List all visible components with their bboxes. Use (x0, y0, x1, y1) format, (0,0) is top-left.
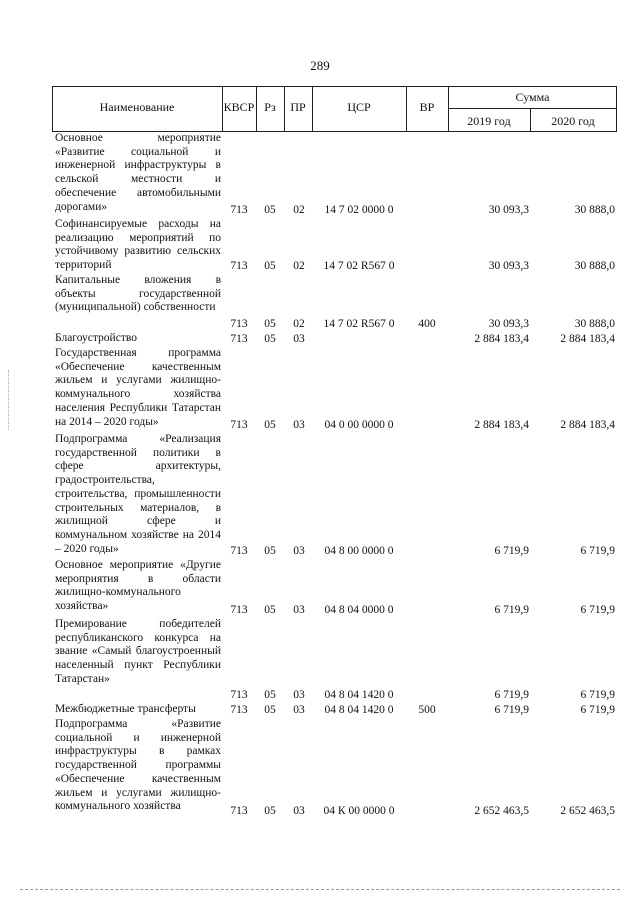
row-sum-2019: 30 093,3 (488, 204, 529, 217)
row-sum-2020: 2 884 183,4 (560, 333, 615, 346)
row-pr: 03 (293, 604, 305, 617)
row-name: Межбюджетные трансферты (55, 703, 196, 715)
table-row (52, 347, 617, 433)
row-rz: 05 (264, 333, 276, 346)
row-sum-2020: 2 884 183,4 (560, 419, 615, 432)
row-name: Капитальные вложения в объекты государственной (муниципальной) собственности (55, 274, 221, 314)
table-header (52, 86, 617, 132)
row-sum-2019: 30 093,3 (488, 318, 529, 331)
header-top-border (52, 86, 617, 87)
row-csr: 04 8 04 0000 0 (324, 604, 394, 617)
header-sum: Сумма (515, 90, 550, 104)
row-pr: 03 (293, 689, 305, 702)
row-vr: 400 (418, 318, 436, 331)
table-row (52, 332, 617, 347)
row-csr: 14 7 02 0000 0 (324, 204, 394, 217)
table-row (52, 274, 617, 332)
row-sum-2020: 30 888,0 (574, 204, 615, 217)
row-sum-2019: 6 719,9 (494, 545, 529, 558)
row-name: Премирование победителей республиканского конкурса на звание «Самый благоустроенный населенный пункт Республики Татарстан» (55, 618, 221, 685)
row-rz: 05 (264, 260, 276, 273)
header-kvsr: КВСР (223, 100, 255, 114)
row-csr: 04 К 00 0000 0 (323, 805, 395, 818)
row-sum-2020: 30 888,0 (574, 318, 615, 331)
row-csr: 04 8 00 0000 0 (324, 545, 394, 558)
row-sum-2020: 6 719,9 (580, 704, 615, 717)
row-sum-2019: 6 719,9 (494, 689, 529, 702)
header-vr: ВР (419, 100, 435, 114)
row-pr: 03 (293, 545, 305, 558)
table-row (52, 618, 617, 703)
row-kvsr: 713 (230, 805, 248, 818)
row-name: Софинансируемые расходы на реализацию мероприятий по устойчивому развитию сельских территорий (55, 218, 221, 272)
row-sum-2020: 30 888,0 (574, 260, 615, 273)
row-csr: 14 7 02 R567 0 (323, 318, 395, 331)
row-name: Основное мероприятие «Другие мероприятия в области жилищно-коммунального хозяйства» (55, 559, 221, 613)
row-pr: 03 (293, 704, 305, 717)
table-row (52, 132, 617, 218)
table-row (52, 433, 617, 559)
row-kvsr: 713 (230, 333, 248, 346)
row-csr: 04 8 04 1420 0 (324, 689, 394, 702)
scan-margin-mark (8, 370, 9, 430)
row-sum-2020: 6 719,9 (580, 689, 615, 702)
row-sum-2020: 2 652 463,5 (560, 805, 615, 818)
row-rz: 05 (264, 204, 276, 217)
header-rz: Рз (264, 100, 276, 114)
row-name: Подпрограмма «Развитие социальной и инженерной инфраструктуры в рамках государственной программы «Обеспечение качественным жильем и услугами жилищно-коммунального хозяйства (55, 718, 221, 813)
row-rz: 05 (264, 704, 276, 717)
row-kvsr: 713 (230, 260, 248, 273)
table-row (52, 218, 617, 274)
header-2020: 2020 год (551, 114, 595, 128)
row-kvsr: 713 (230, 419, 248, 432)
row-kvsr: 713 (230, 318, 248, 331)
header-pr: ПР (290, 100, 306, 114)
sum-split-line (448, 108, 617, 109)
row-sum-2019: 2 884 183,4 (474, 333, 529, 346)
row-rz: 05 (264, 604, 276, 617)
row-rz: 05 (264, 689, 276, 702)
row-sum-2020: 6 719,9 (580, 545, 615, 558)
row-rz: 05 (264, 419, 276, 432)
row-pr: 03 (293, 419, 305, 432)
row-rz: 05 (264, 805, 276, 818)
table-row (52, 703, 617, 718)
scan-footer-rule (20, 889, 620, 890)
row-kvsr: 713 (230, 604, 248, 617)
header-name: Наименование (99, 100, 175, 114)
row-csr: 04 0 00 0000 0 (324, 419, 394, 432)
row-sum-2019: 2 884 183,4 (474, 419, 529, 432)
row-pr: 02 (293, 260, 305, 273)
header-2019: 2019 год (467, 114, 511, 128)
row-kvsr: 713 (230, 204, 248, 217)
row-kvsr: 713 (230, 545, 248, 558)
table-row (52, 718, 617, 819)
row-vr: 500 (418, 704, 436, 717)
row-pr: 02 (293, 318, 305, 331)
row-sum-2019: 2 652 463,5 (474, 805, 529, 818)
page-number: 289 (310, 58, 330, 73)
row-name: Основное мероприятие «Развитие социальной и инженерной инфраструктуры в сельской местности и обеспечение автомобильными дорогами» (55, 132, 221, 213)
row-name: Подпрограмма «Реализация государственной политики в сфере архитектуры, градостроительства, строительства, промышленности строительных материалов, в жилищной сфере и коммунальном хозяйстве на 2014 – 2020 годы» (55, 433, 221, 555)
row-csr: 14 7 02 R567 0 (323, 260, 395, 273)
row-name: Благоустройство (55, 332, 137, 344)
row-name: Государственная программа «Обеспечение качественным жильем и услугами жилищно-коммунального хозяйства населения Республики Татарстан на 2014 – 2020 годы» (55, 347, 221, 428)
row-sum-2019: 30 093,3 (488, 260, 529, 273)
row-csr: 04 8 04 1420 0 (324, 704, 394, 717)
table-row (52, 559, 617, 618)
row-pr: 02 (293, 204, 305, 217)
header-csr: ЦСР (347, 100, 371, 114)
row-kvsr: 713 (230, 689, 248, 702)
row-kvsr: 713 (230, 704, 248, 717)
row-pr: 03 (293, 333, 305, 346)
row-sum-2019: 6 719,9 (494, 704, 529, 717)
row-sum-2020: 6 719,9 (580, 604, 615, 617)
row-pr: 03 (293, 805, 305, 818)
row-rz: 05 (264, 545, 276, 558)
row-sum-2019: 6 719,9 (494, 604, 529, 617)
row-rz: 05 (264, 318, 276, 331)
